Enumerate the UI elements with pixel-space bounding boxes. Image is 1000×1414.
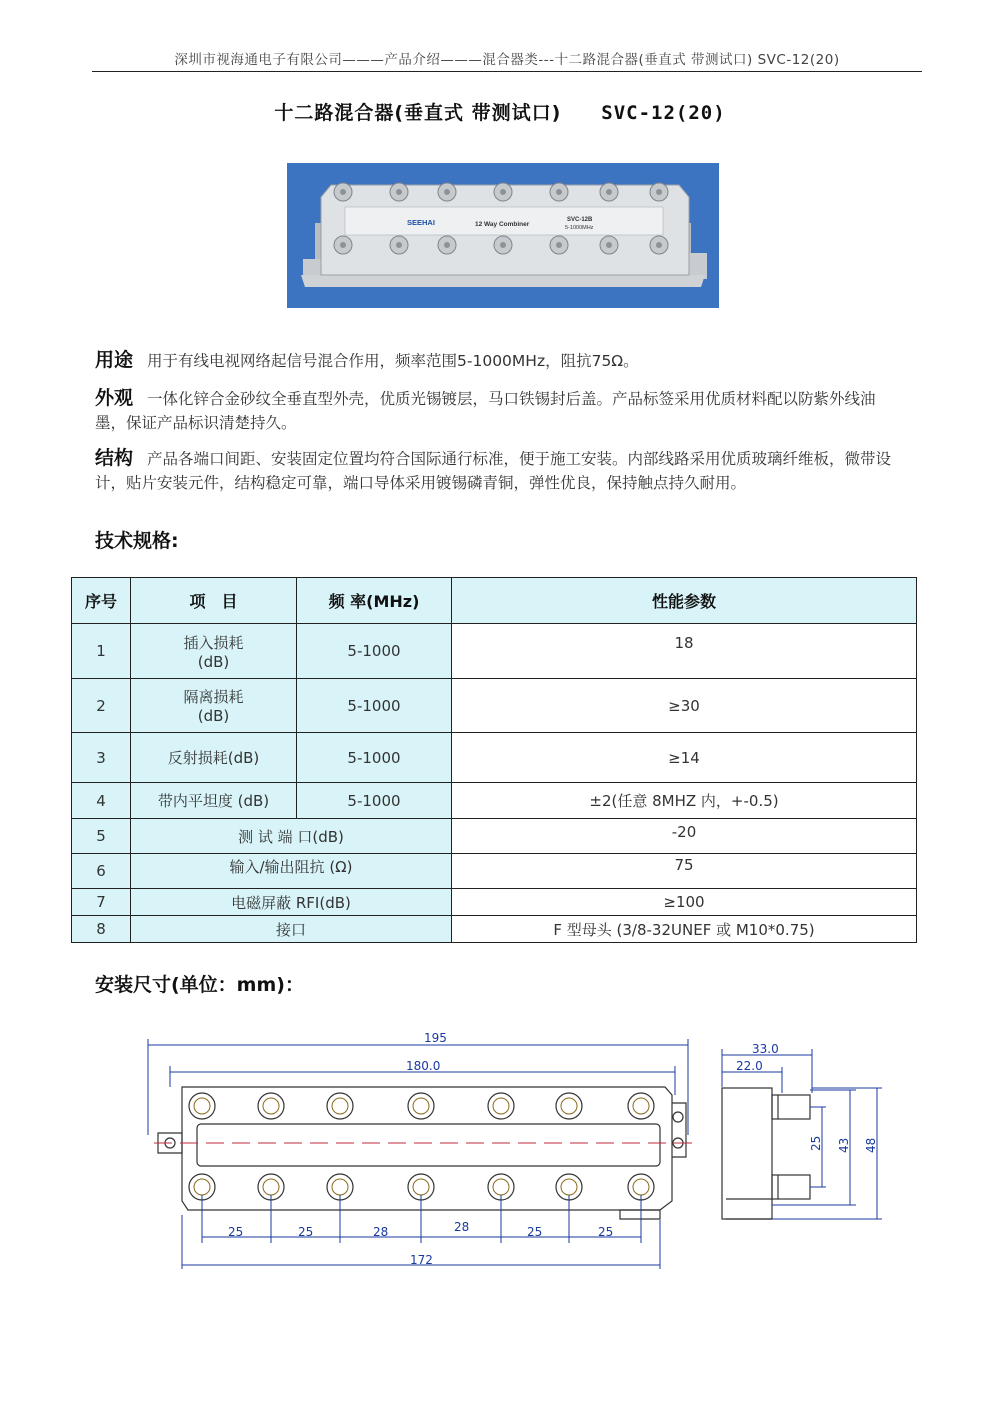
row-value: ≥100	[452, 889, 917, 916]
structure-text: 产品各端口间距、安装固定位置均符合国际通行标准，便于施工安装。内部线路采用优质玻璃纤维板，微带设计，贴片安装元件，结构稳定可靠，端口导体采用镀锡磷青铜，弹性优良，保持触点持久耐用。	[95, 450, 892, 492]
row-value: 18	[452, 624, 917, 679]
dimensions-heading: 安装尺寸(单位：mm)：	[95, 974, 304, 996]
dimension-drawing-svg	[140, 1025, 890, 1275]
col-header-no: 序号	[72, 578, 131, 624]
row-no: 6	[72, 854, 131, 889]
dimension-drawing	[140, 1025, 890, 1275]
row-freq: 5-1000	[297, 679, 452, 733]
row-item: 接口	[131, 916, 452, 943]
structure-section	[95, 446, 905, 495]
table-row	[72, 783, 917, 819]
row-item: 输入/输出阻抗 (Ω)	[131, 854, 452, 889]
dim-body-height: 43	[837, 1137, 851, 1153]
table-row	[72, 916, 917, 943]
dim-port-spacing-5: 25	[527, 1225, 543, 1239]
row-no: 4	[72, 783, 131, 819]
dim-port-spacing-4: 28	[454, 1220, 470, 1234]
row-value: -20	[452, 819, 917, 854]
product-photo	[287, 163, 719, 308]
row-freq: 5-1000	[297, 624, 452, 679]
dim-side-offset: 22.0	[736, 1059, 763, 1073]
row-value: 75	[452, 854, 917, 889]
row-item: 测 试 端 口(dB)	[131, 819, 452, 854]
table-row	[72, 819, 917, 854]
header-divider	[92, 71, 922, 72]
photo-product-label: 12 Way Combiner	[475, 221, 530, 228]
col-header-freq: 频 率(MHz)	[297, 578, 452, 624]
structure-label: 结构	[95, 447, 134, 469]
dim-body-length: 180.0	[406, 1059, 441, 1073]
row-item: 带内平坦度 (dB)	[131, 783, 297, 819]
row-item	[131, 624, 297, 679]
dim-total-height: 48	[864, 1137, 878, 1153]
row-value: ≥14	[452, 733, 917, 783]
row-value: F 型母头 (3/8-32UNEF 或 M10*0.75)	[452, 916, 917, 943]
dim-port-spacing-2: 25	[298, 1225, 314, 1239]
photo-brand-label: SEEHAI	[407, 218, 435, 227]
dim-overall-length: 195	[424, 1031, 447, 1045]
table-row	[72, 889, 917, 916]
row-value: ±2(任意 8MHZ 内，+-0.5)	[452, 783, 917, 819]
row-freq: 5-1000	[297, 783, 452, 819]
appearance-label: 外观	[95, 387, 134, 409]
row-freq: 5-1000	[297, 733, 452, 783]
drawing-ports	[189, 1093, 654, 1200]
spec-heading: 技术规格:	[95, 530, 179, 552]
usage-text: 用于有线电视网络起信号混合作用，频率范围5-1000MHz，阻抗75Ω。	[147, 352, 639, 370]
col-header-value: 性能参数	[452, 578, 917, 624]
row-no: 5	[72, 819, 131, 854]
row-item-unit: (dB)	[197, 707, 230, 725]
page-header: 深圳市视海通电子有限公司———产品介绍———混合器类---十二路混合器(垂直式 带测试口) SVC-12(20)	[174, 52, 840, 68]
row-item-unit: (dB)	[197, 652, 230, 671]
table-row	[72, 733, 917, 783]
table-row	[72, 854, 917, 889]
table-header-row	[72, 578, 917, 624]
dim-side-depth: 33.0	[752, 1042, 779, 1056]
dim-port-spacing-6: 25	[598, 1225, 614, 1239]
row-item: 电磁屏蔽 RFI(dB)	[131, 889, 452, 916]
product-name: 十二路混合器(垂直式 带测试口)	[274, 102, 562, 124]
dim-port-gap: 25	[809, 1135, 823, 1151]
photo-model-label: SVC-12B	[567, 217, 593, 223]
appearance-section	[95, 386, 905, 435]
table-row	[72, 679, 917, 733]
col-header-item: 项 目	[131, 578, 297, 624]
dim-port-spacing-1: 25	[228, 1225, 244, 1239]
row-no: 2	[72, 679, 131, 733]
product-title	[0, 98, 1000, 125]
row-item: 反射损耗(dB)	[131, 733, 297, 783]
row-item-label: 插入损耗	[183, 633, 244, 652]
dim-port-span: 172	[410, 1253, 433, 1267]
side-view	[722, 1088, 810, 1219]
row-item	[131, 679, 297, 733]
appearance-text: 一体化锌合金砂纹全垂直型外壳，优质光锡镀层，马口铁锡封后盖。产品标签采用优质材料配以防紫外线油墨，保证产品标识清楚持久。	[95, 390, 876, 432]
row-no: 8	[72, 916, 131, 943]
row-value: ≥30	[452, 679, 917, 733]
table-row	[72, 624, 917, 679]
row-no: 1	[72, 624, 131, 679]
row-item-label: 隔离损耗	[183, 688, 244, 706]
row-no: 7	[72, 889, 131, 916]
spec-table	[71, 577, 917, 943]
row-no: 3	[72, 733, 131, 783]
photo-range-label: 5-1000MHz	[565, 225, 594, 231]
combiner-illustration	[287, 163, 719, 308]
product-model: SVC-12(20)	[601, 102, 726, 124]
usage-label: 用途	[95, 349, 134, 371]
dim-port-spacing-3: 28	[373, 1225, 389, 1239]
usage-section	[95, 348, 905, 373]
